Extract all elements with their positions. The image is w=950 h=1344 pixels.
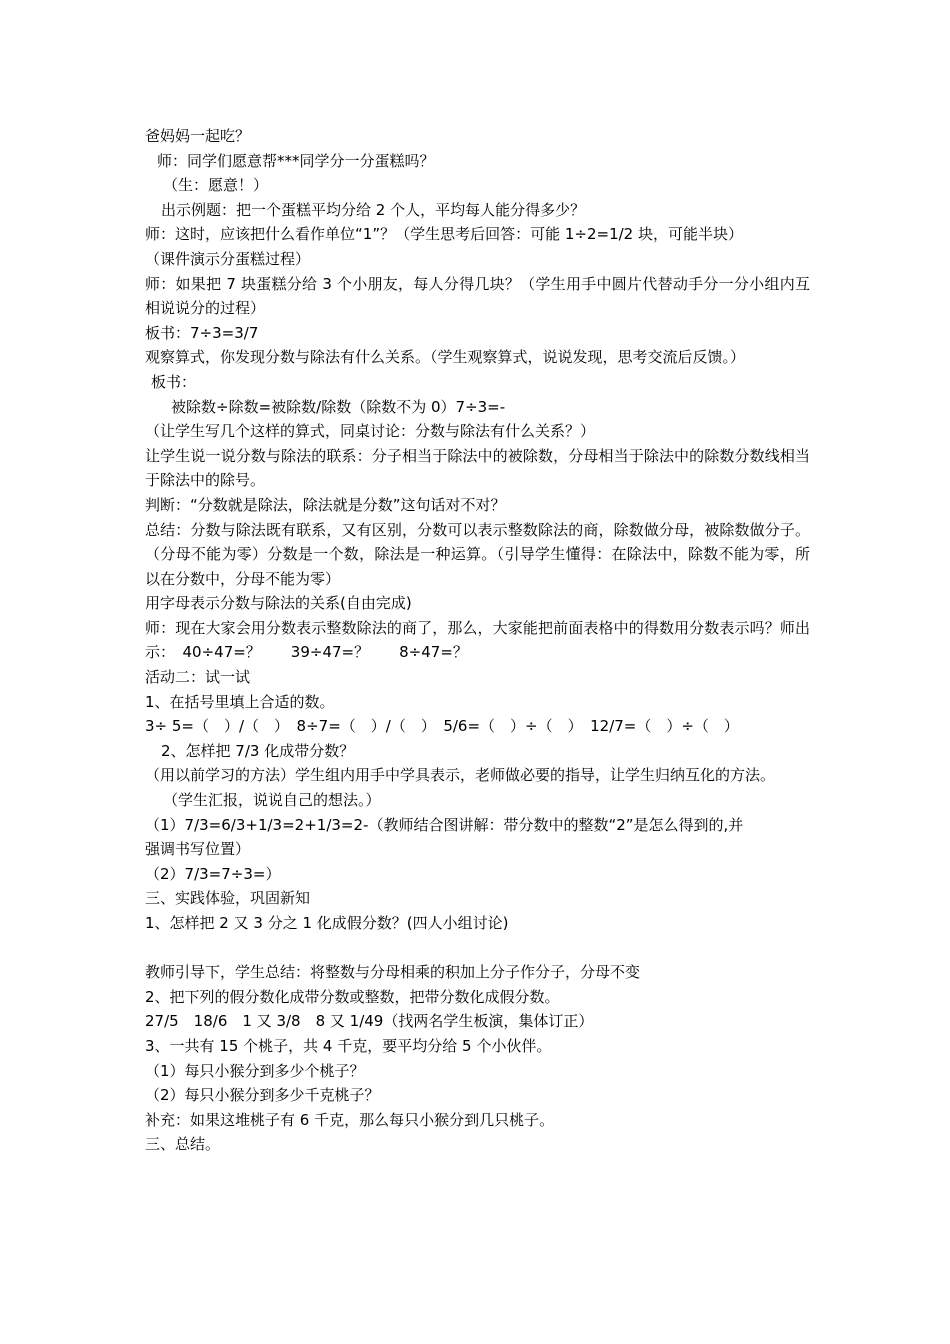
text-paragraph: 师：如果把 7 块蛋糕分给 3 个小朋友，每人分得几块？（学生用手中圆片代替动手分一分小组内互相说说分的过程） [145,274,810,318]
text-line: 补充：如果这堆桃子有 6 千克，那么每只小猴分到几只桃子。 [145,1110,555,1129]
text-line: 教师引导下，学生总结：将整数与分母相乘的积加上分子作分子，分母不变 [145,963,641,982]
document-page [145,124,810,1157]
text-paragraph: 观察算式，你发现分数与除法有什么关系。（学生观察算式，说说发现，思考交流后反馈。） [145,348,746,367]
text-line: （学生汇报，说说自己的想法。） [163,791,381,810]
text-line: 被除数÷除数=被除数/除数（除数不为 0）7÷3=- [171,397,506,416]
text-line: 爸妈妈一起吃？ [145,127,251,145]
text-line: 1、在括号里填上合适的数。 [145,692,335,711]
section-heading: 三、总结。 [145,1135,221,1154]
text-line: 3÷ 5=（ ）/（ ） 8÷7=（ ）/（ ） 5/6=（ ）÷（ ） 12/7=（ ）÷（ ） [145,717,739,736]
text-line: 2、怎样把 7/3 化成带分数？ [161,741,355,760]
text-line: 活动二：试一试 [145,668,251,687]
text-line: 师：同学们愿意帮***同学分一分蛋糕吗？ [157,151,435,170]
text-line: （1）每只小猴分到多少个桃子？ [145,1061,365,1080]
blank-line [145,936,810,961]
text-line: （让学生写几个这样的算式，同桌讨论：分数与除法有什么关系？） [145,422,596,441]
text-line: （1）7/3=6/3+1/3=2+1/3=2-（教师结合图讲解：带分数中的整数“2”是怎么得到的,并 [145,815,744,834]
text-line: 师：这时，应该把什么看作单位“1”？（学生思考后回答：可能 1÷2=1/2 块，可能半块） [145,225,743,244]
text-line: （2）7/3=7÷3=） [145,864,281,883]
text-line: （2）每只小猴分到多少千克桃子？ [145,1086,380,1105]
text-line: 2、把下列的假分数化成带分数或整数，把带分数化成假分数。 [145,987,560,1006]
text-line: 出示例题：把一个蛋糕平均分给 2 个人，平均每人能分得多少？ [161,200,586,219]
text-line: 判断：“分数就是除法，除法就是分数”这句话对不对？ [145,495,506,514]
text-line: （生：愿意！） [163,176,269,195]
text-paragraph: （用以前学习的方法）学生组内用手中学具表示，老师做必要的指导，让学生归纳互化的方法。 [145,766,776,785]
text-line: （课件演示分蛋糕过程） [145,249,311,268]
text-line: 强调书写位置） [145,840,251,859]
text-paragraph: 总结：分数与除法既有联系，又有区别，分数可以表示整数除法的商，除数做分母，被除数做分子。（分母不能为零）分数是一个数，除法是一种运算。（引导学生懂得：在除法中，除数不能为零，所以在分数中，分母不能为零） [145,520,810,588]
text-line: 板书：7÷3=3/7 [145,323,259,342]
text-paragraph: 让学生说一说分数与除法的联系：分子相当于除法中的被除数，分母相当于除法中的除数分数线相当于除法中的除号。 [145,446,810,490]
text-paragraph: 师：现在大家会用分数表示整数除法的商了，那么，大家能把前面表格中的得数用分数表示吗？师出示： 40÷47=？ 39÷47=？ 8÷47=？ [145,618,810,662]
text-line: 27/5 18/6 1 又 3/8 8 又 1/49（找两名学生板演，集体订正） [145,1012,594,1031]
text-line: 3、一共有 15 个桃子，共 4 千克，要平均分给 5 个小伙伴。 [145,1036,552,1055]
text-line: 1、怎样把 2 又 3 分之 1 化成假分数？(四人小组讨论) [145,914,509,932]
text-line: 用字母表示分数与除法的关系(自由完成) [145,594,412,613]
text-line: 板书： [151,372,197,391]
section-heading: 三、实践体验，巩固新知 [145,889,311,908]
